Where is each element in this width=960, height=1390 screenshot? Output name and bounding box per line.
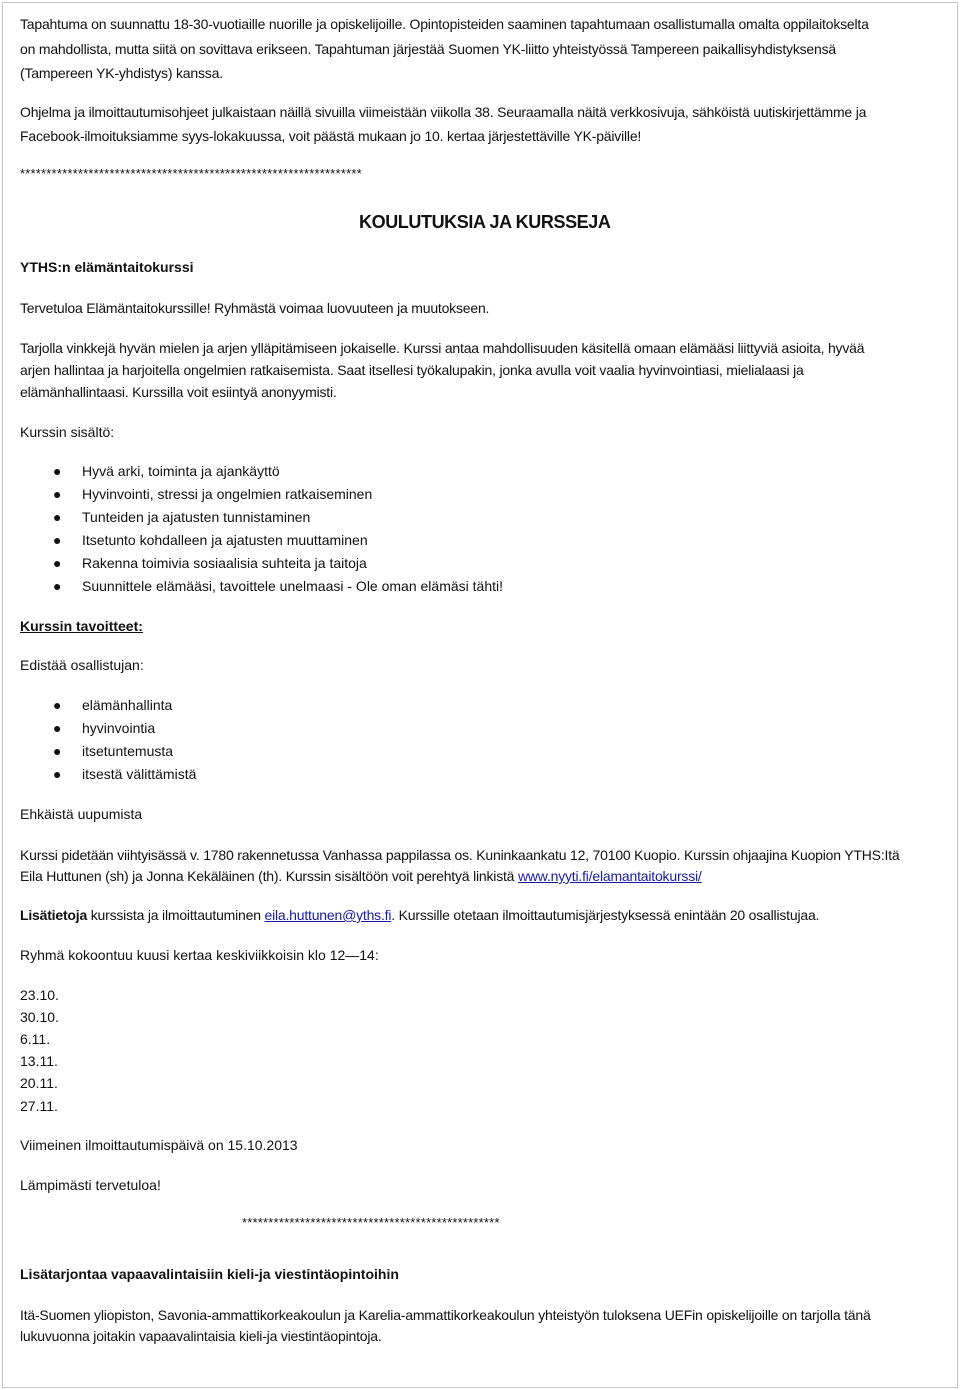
- course-prevent-label: Ehkäistä uupumista: [20, 806, 143, 822]
- course-date: 23.10.: [20, 987, 59, 1003]
- course-welcome: Tervetuloa Elämäntaitokurssille! Ryhmästä voimaa luovuuteen ja muutokseen.: [20, 300, 490, 316]
- extra-title: Lisätarjontaa vapaavalintaisiin kieli-ja viestintäopintoihin: [20, 1266, 399, 1282]
- course-desc-2: arjen hallintaa ja harjoitella ongelmien ratkaisemista. Saat itsellesi työkalupakin, jonka avulla voit vaalia hyvinvointiasi, mielialaasi ja: [20, 362, 804, 378]
- intro-line-2: on mahdollista, mutta siitä on sovittava erikseen. Tapahtuman järjestää Suomen YK-liitto yhteistyössä Tampereen paikallisyhdistyksensä: [20, 41, 836, 57]
- course-deadline: Viimeinen ilmoittautumispäivä on 15.10.2013: [20, 1137, 298, 1153]
- bullet-icon: ●: [53, 509, 62, 525]
- bullet-icon: ●: [53, 463, 62, 479]
- course-date: 6.11.: [20, 1031, 51, 1047]
- list-item: ● itsetuntemusta: [20, 740, 196, 763]
- course-content-label: Kurssin sisältö:: [20, 424, 115, 440]
- bullet-icon: ●: [53, 697, 62, 713]
- intro-line-4: Ohjelma ja ilmoittautumisohjeet julkaistaan näillä sivuilla viimeistään viikolla 38. Seuraamalla näitä verkkosivuja, sähköistä uutiskirjettämme ja: [20, 104, 867, 120]
- list-item: ● Itsetunto kohdalleen ja ajatusten muuttaminen: [20, 529, 503, 552]
- course-desc-3: elämänhallintaasi. Kurssilla voit esiintyä anonyymisti.: [20, 384, 337, 400]
- bullet-icon: ●: [53, 532, 62, 548]
- list-item: ● Hyvinvointi, stressi ja ongelmien ratkaiseminen: [20, 483, 503, 506]
- course-goals-label: Kurssin tavoitteet:: [20, 618, 143, 634]
- bullet-icon: ●: [53, 720, 62, 736]
- bullet-icon: ●: [53, 555, 62, 571]
- list-item: ● Tunteiden ja ajatusten tunnistaminen: [20, 506, 503, 529]
- bullet-icon: ●: [53, 486, 62, 502]
- course-date: 20.11.: [20, 1075, 58, 1091]
- extra-text-1: Itä-Suomen yliopiston, Savonia-ammattikorkeakoulun ja Karelia-ammattikorkeakoulun yhteistyön tuloksena UEFin opiskelijoille on tarjolla tänä: [20, 1307, 871, 1323]
- list-item: ● hyvinvointia: [20, 717, 196, 740]
- bullet-icon: ●: [53, 578, 62, 594]
- course-promote-list: [20, 694, 196, 786]
- separator-2: *************************************************: [242, 1215, 500, 1230]
- intro-line-5: Facebook-ilmoituksiamme syys-lokakuussa, voit päästä mukaan jo 10. kertaa järjestettäville YK-päiville!: [20, 128, 642, 144]
- course-info-link[interactable]: www.nyyti.fi/elamantaitokurssi/: [517, 868, 702, 884]
- course-schedule: Ryhmä kokoontuu kuusi kertaa keskiviikkoisin klo 12—14:: [20, 947, 379, 963]
- section-heading: KOULUTUKSIA JA KURSSEJA: [359, 212, 611, 232]
- list-item: ● Suunnittele elämääsi, tavoittele unelmaasi - Ole oman elämäsi tähti!: [20, 575, 503, 598]
- course-content-list: [20, 460, 503, 598]
- list-item: ● itsestä välittämistä: [20, 763, 196, 786]
- list-item: ● Hyvä arki, toiminta ja ajankäyttö: [20, 460, 503, 483]
- bullet-icon: ●: [53, 766, 62, 782]
- course-location-2: Eila Huttunen (sh) ja Jonna Kekäläinen (th). Kurssin sisältöön voit perehtyä linkistä www.nyyti.fi/elamantaitokurssi/: [20, 868, 702, 884]
- course-date: 13.11.: [20, 1053, 58, 1069]
- course-desc-1: Tarjolla vinkkejä hyvän mielen ja arjen ylläpitämiseen jokaiselle. Kurssi antaa mahdollisuuden käsitellä omaan elämääsi liittyviä asioita, hyvää: [20, 340, 865, 356]
- list-item: ● Rakenna toimivia sosiaalisia suhteita ja taitoja: [20, 552, 503, 575]
- intro-line-3: (Tampereen YK-yhdistys) kanssa.: [20, 65, 223, 81]
- contact-email-link[interactable]: eila.huttunen@yths.fi: [264, 907, 392, 923]
- course-location-1: Kurssi pidetään viihtyisässä v. 1780 rakennetussa Vanhassa pappilassa os. Kuninkaankatu 12, 70100 Kuopio. Kurssin ohjaajina Kuopion YTHS:Itä: [20, 847, 900, 863]
- list-item: ● elämänhallinta: [20, 694, 196, 717]
- course-info-line: Lisätietoja kurssista ja ilmoittautuminen eila.huttunen@yths.fi. Kurssille otetaan ilmoittautumisjärjestyksessä enintään 20 osallistujaa.: [20, 907, 820, 923]
- course-date: 27.11.: [20, 1098, 58, 1114]
- course-greeting: Lämpimästi tervetuloa!: [20, 1177, 161, 1193]
- extra-text-2: lukuvuonna joitakin vapaavalintaisia kieli-ja viestintäopintoja.: [20, 1328, 382, 1344]
- course-date: 30.10.: [20, 1009, 59, 1025]
- course-promote-label: Edistää osallistujan:: [20, 657, 144, 673]
- separator-1: *****************************************************************: [20, 166, 362, 181]
- course-title: YTHS:n elämäntaitokurssi: [20, 259, 194, 275]
- intro-line-1: Tapahtuma on suunnattu 18-30-vuotiaille nuorille ja opiskelijoille. Opintopisteiden saaminen tapahtumaan osallistumalla omalta oppilaitokselta: [20, 16, 869, 32]
- bullet-icon: ●: [53, 743, 62, 759]
